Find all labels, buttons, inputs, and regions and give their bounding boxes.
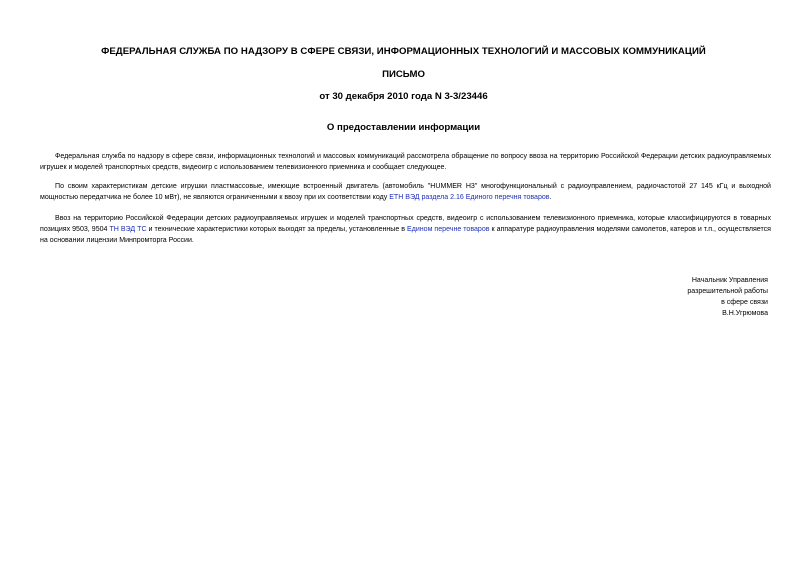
paragraph-1	[40, 151, 771, 173]
paragraph-1-text: Федеральная служба по надзору в сфере связи, информационных технологий и массовых коммуникаций рассмотрела обращение по вопросу ввоза на территорию Российской Федерации детских радиоуправляемых игрушек и моделей транспортных средств, видеоигр с использованием телевизионного приемника и сообщает следующее.	[40, 153, 771, 172]
link-etn-ved-section[interactable]: ЕТН ВЭД раздела 2.16 Единого перечня товаров	[389, 194, 550, 202]
paragraph-3-text-start: Ввоз на территорию Российской Федерации детских радиоуправляемых игрушек и моделей транспортных средств, видеоигр с использованием телевизионного приемника, которые классифицируются в товарных позициях 9503, 9504	[40, 215, 771, 234]
paragraph-3	[40, 213, 771, 246]
document-type: ПИСЬМО	[382, 69, 425, 80]
paragraph-2-text	[40, 181, 771, 203]
document-subject: О предоставлении информации	[326, 122, 481, 133]
paragraph-2-text-start: По своим характеристикам детские игрушки пластмассовые, имеющие встроенный двигатель (автомобиль "HUMMER H3" многофункциональный с радиоуправлением, радиочастотой 27 145 кГц и выходной мощностью передатчика не более 10 мВт), не являются ограниченными к ввозу при их соответствии коду	[40, 183, 771, 202]
link-unified-goods-list[interactable]: Едином перечне товаров	[407, 226, 490, 234]
signature-block	[687, 275, 768, 319]
paragraph-2	[40, 181, 771, 203]
link-tn-ved-ts[interactable]: ТН ВЭД ТС	[109, 226, 147, 234]
paragraph-3-text-end: к аппаратуре радиоуправления моделями самолетов, катеров и т.п., осуществляется на основании лицензии Минпромторга России.	[40, 226, 771, 245]
signature-position-line-2: разрешительной работы	[687, 288, 768, 296]
organization-title: ФЕДЕРАЛЬНАЯ СЛУЖБА ПО НАДЗОРУ В СФЕРЕ СВЯЗИ, ИНФОРМАЦИОННЫХ ТЕХНОЛОГИЙ И МАССОВЫХ КОММУНИКАЦИЙ	[101, 46, 706, 57]
signature-position-line-1: Начальник Управления	[691, 277, 768, 284]
signature-name: В.Н.Угрюмова	[722, 310, 768, 318]
paragraph-3-text-middle: и технические характеристики которых выходят за пределы, установленные в	[146, 226, 408, 234]
signature-position-line-3: в сфере связи	[721, 299, 768, 307]
paragraph-2-text-end: .	[549, 194, 552, 202]
document-date-number: от 30 декабря 2010 года N 3-3/23446	[319, 91, 488, 102]
paragraph-3-text	[40, 213, 771, 246]
